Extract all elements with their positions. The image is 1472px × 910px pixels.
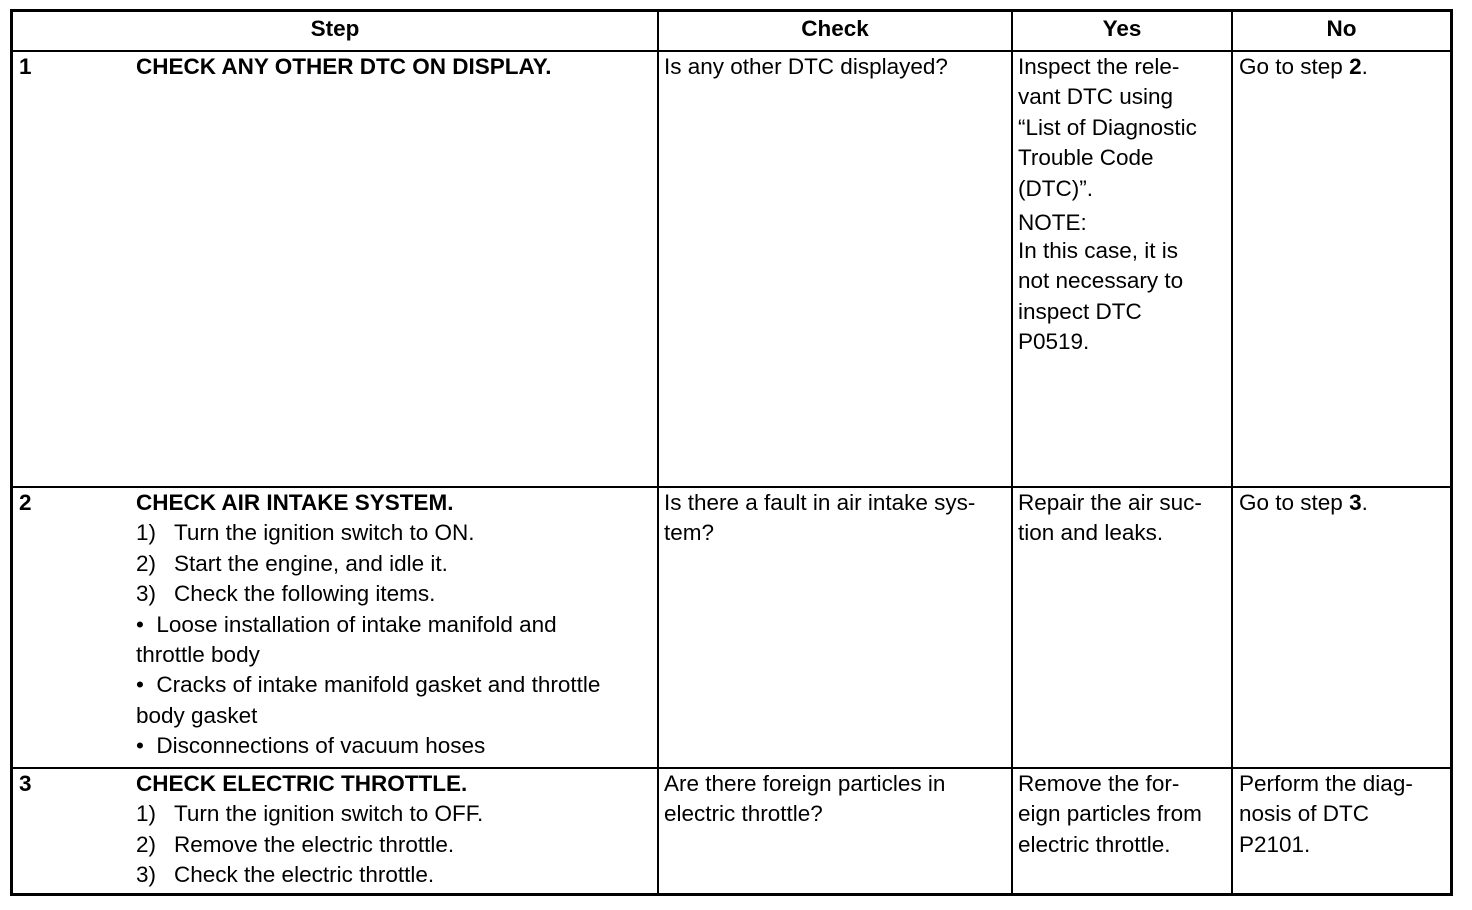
- column-divider: [1231, 12, 1233, 893]
- bullet-line: • Disconnections of vacuum hoses: [136, 733, 486, 759]
- step-content: [136, 52, 651, 82]
- substep: [136, 799, 651, 829]
- text-line: nosis of DTC: [1239, 801, 1370, 827]
- header-step: Step: [310, 16, 360, 41]
- substep-text: Check the following items.: [174, 581, 436, 607]
- text-line: eign particles from: [1018, 801, 1202, 827]
- step-title: CHECK ANY OTHER DTC ON DISPLAY.: [136, 54, 552, 79]
- step-number: 1: [19, 54, 32, 79]
- check-text: [664, 488, 1009, 549]
- substep-text: Turn the ignition switch to ON.: [174, 520, 475, 546]
- goto-step-number: 3: [1349, 490, 1362, 515]
- step-number: 2: [19, 490, 32, 515]
- substep-number: 1): [136, 520, 157, 546]
- text-line: Repair the air suc-: [1018, 490, 1202, 515]
- header-check: Check: [801, 16, 869, 41]
- diagnostic-table: [10, 9, 1453, 896]
- substep-text: Turn the ignition switch to OFF.: [174, 801, 484, 827]
- substep: [136, 549, 654, 579]
- text-line: vant DTC using: [1018, 84, 1174, 110]
- step-content: [136, 769, 651, 891]
- text-line: inspect DTC: [1018, 298, 1142, 324]
- goto-step-number: 2: [1349, 54, 1362, 79]
- yes-text: [1018, 488, 1230, 549]
- substep: [136, 518, 654, 548]
- text-line: P0519.: [1018, 329, 1090, 355]
- substep-number: 3): [136, 862, 157, 888]
- substep-text: Check the electric throttle.: [174, 862, 435, 888]
- substep-text: Remove the electric throttle.: [174, 831, 455, 857]
- header-no: No: [1326, 16, 1357, 41]
- check-text: [664, 769, 1006, 830]
- column-divider: [657, 12, 659, 893]
- substep-number: 1): [136, 801, 157, 827]
- no-text: [1239, 52, 1447, 82]
- text-line: “List of Diagnostic: [1018, 114, 1197, 140]
- text-line: Inspect the rele-: [1018, 54, 1180, 79]
- text-line: P2101.: [1239, 831, 1311, 857]
- bullet-line: • Cracks of intake manifold gasket and throttle: [136, 672, 601, 698]
- text-line: In this case, it is: [1018, 238, 1179, 264]
- no-prefix: Go to step: [1239, 490, 1350, 515]
- check-text: Is any other DTC displayed?: [664, 54, 948, 79]
- column-divider: [1011, 12, 1013, 893]
- no-suffix: .: [1361, 490, 1368, 515]
- note-label: NOTE:: [1018, 210, 1087, 236]
- no-prefix: Go to step: [1239, 54, 1350, 79]
- text-line: electric throttle.: [1018, 831, 1171, 857]
- text-line: Remove the for-: [1018, 771, 1180, 796]
- text-line: Perform the diag-: [1239, 771, 1413, 796]
- header-yes: Yes: [1102, 16, 1142, 41]
- text-line: Is there a fault in air intake sys-: [664, 490, 976, 515]
- text-line: Trouble Code: [1018, 145, 1154, 171]
- text-line: not necessary to: [1018, 268, 1184, 294]
- substep: [136, 860, 651, 890]
- text-line: Are there foreign particles in: [664, 771, 946, 796]
- substep: [136, 830, 651, 860]
- substep: [136, 579, 654, 609]
- step-content: [136, 488, 654, 762]
- substep-number: 3): [136, 581, 157, 607]
- text-line: (DTC)”.: [1018, 175, 1093, 201]
- step-title: CHECK ELECTRIC THROTTLE.: [136, 771, 468, 796]
- yes-text: [1018, 52, 1228, 358]
- bullet-line: throttle body: [136, 642, 260, 668]
- no-text: [1239, 488, 1447, 518]
- bullet-line: body gasket: [136, 702, 258, 728]
- substep-number: 2): [136, 550, 157, 576]
- no-text: [1239, 769, 1447, 860]
- text-line: tion and leaks.: [1018, 520, 1164, 546]
- no-suffix: .: [1361, 54, 1368, 79]
- step-number: 3: [19, 771, 32, 796]
- substep-number: 2): [136, 831, 157, 857]
- text-line: electric throttle?: [664, 801, 823, 827]
- yes-text: [1018, 769, 1230, 860]
- step-title: CHECK AIR INTAKE SYSTEM.: [136, 490, 454, 515]
- substep-text: Start the engine, and idle it.: [174, 550, 448, 576]
- text-line: tem?: [664, 520, 715, 546]
- bullet-line: • Loose installation of intake manifold and: [136, 611, 557, 637]
